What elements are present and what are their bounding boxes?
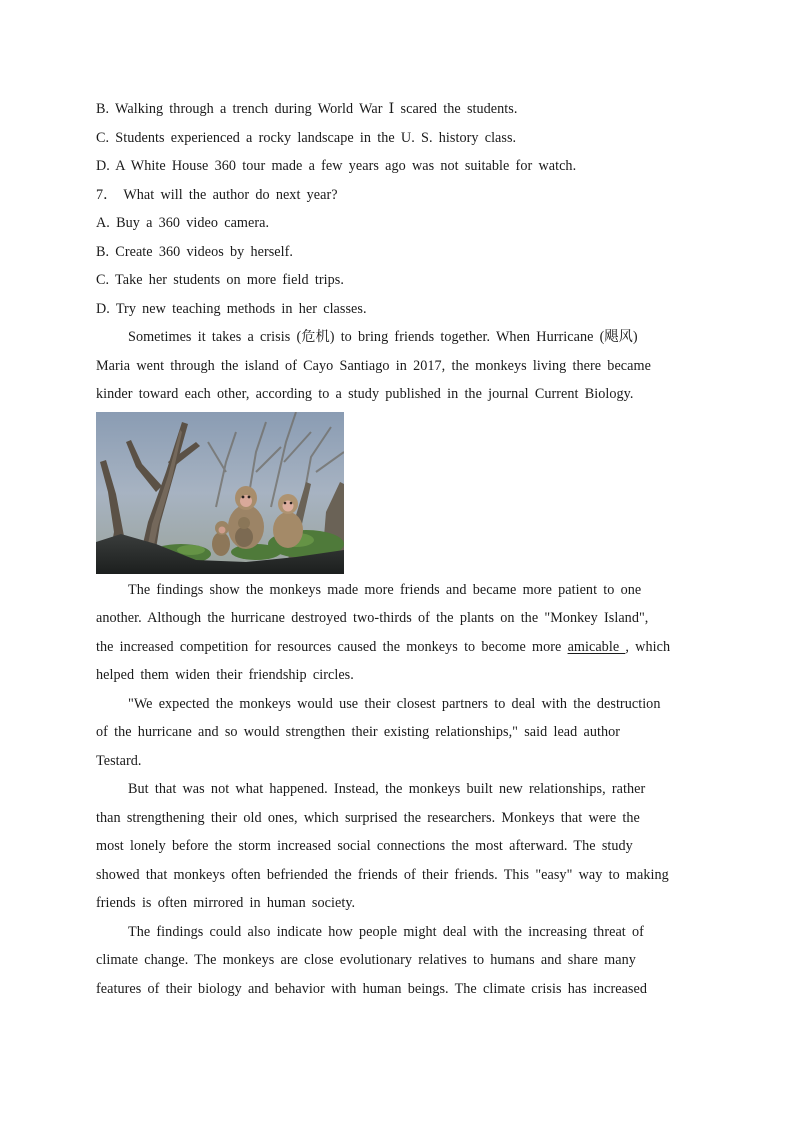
passage-p5-line2: climate change. The monkeys are close evolutionary relatives to humans and share many (96, 952, 636, 968)
passage-p5-line3: features of their biology and behavior with human beings. The climate crisis has increased (96, 980, 647, 997)
passage-p4-line1: But that was not what happened. Instead, the monkeys built new relationships, rather (128, 781, 646, 797)
document-body (96, 95, 696, 1003)
passage-p2-line1: The findings show the monkeys made more friends and became more patient to one (128, 581, 642, 598)
passage-p3-line1: "We expected the monkeys would use their closest partners to deal with the destruction (128, 695, 661, 712)
passage-p2-line3-tail: , which (625, 638, 671, 655)
q7-stem: 7． What will the author do next year? (96, 186, 338, 203)
passage-p1-line2: Maria went through the island of Cayo Santiago in 2017, the monkeys living there became (96, 357, 651, 374)
passage-p2-line3-text: the increased competition for resources caused the monkeys to become more (96, 638, 568, 655)
passage-p4-line3: most lonely before the storm increased social connections the most afterward. The study (96, 838, 633, 854)
passage-p2-line3 (96, 633, 696, 662)
q6-option-b: B. Walking through a trench during World War Ⅰ scared the students. (96, 101, 518, 117)
q6-option-c: C. Students experienced a rocky landscape in the U. S. history class. (96, 129, 517, 146)
passage-p5-line1: The findings could also indicate how people might deal with the increasing threat of (128, 923, 644, 940)
passage-p2-line4: helped them widen their friendship circles. (96, 667, 354, 683)
passage-p3-line3: Testard. (96, 752, 142, 769)
q7-option-a: A. Buy a 360 video camera. (96, 215, 270, 231)
passage-p3-line2: of the hurricane and so would strengthen their existing relationships," said lead author (96, 724, 621, 740)
q6-option-d: D. A White House 360 tour made a few years ago was not suitable for watch. (96, 158, 577, 174)
monkeys-photo (96, 412, 344, 574)
passage-p4-line2: than strengthening their old ones, which surprised the researchers. Monkeys that were the (96, 809, 640, 826)
passage-p4-line5: friends is often mirrored in human society. (96, 895, 356, 911)
q7-option-b: B. Create 360 videos by herself. (96, 243, 294, 260)
passage-p1-line1: Sometimes it takes a crisis (危机) to bring friends together. When Hurricane (飓风) (128, 329, 638, 345)
passage-p1-line3: kinder toward each other, according to a study published in the journal Current Biology. (96, 386, 634, 402)
q7-option-c: C. Take her students on more field trips. (96, 272, 344, 288)
passage-p4-line4: showed that monkeys often befriended the friends of their friends. This "easy" way to making (96, 866, 669, 883)
q7-option-d: D. Try new teaching methods in her classes. (96, 300, 367, 317)
underlined-word-amicable: amicable (567, 638, 626, 655)
passage-p2-line2: another. Although the hurricane destroyed two-thirds of the plants on the "Monkey Island", (96, 610, 649, 626)
